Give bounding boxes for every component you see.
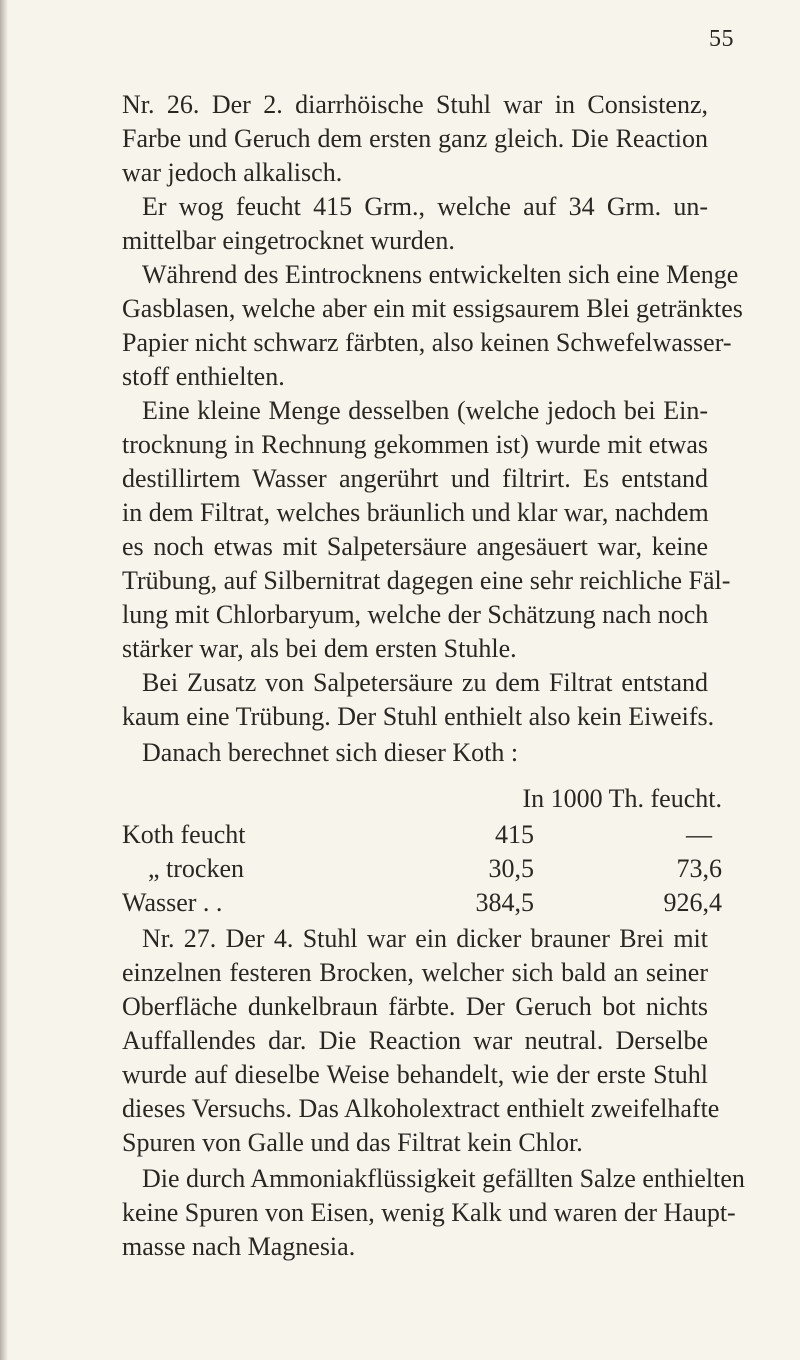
text-line: dieses Versuchs. Das Alkoholextract enthielt zweifelhafte — [122, 1094, 720, 1123]
text-line: kaum eine Trübung. Der Stuhl enthielt also kein Eiweifs. — [122, 702, 715, 731]
text-line: Nr. 26. Der 2. diarrhöische Stuhl war in Consistenz, — [122, 90, 708, 119]
table-row — [122, 888, 722, 922]
text-line: Oberfläche dunkelbraun färbte. Der Geruch bot nichts — [122, 992, 708, 1021]
text-line: Bei Zusatz von Salpetersäure zu dem Filtrat entstand — [142, 668, 708, 697]
text-line: einzelnen festeren Brocken, welcher sich bald an seiner — [122, 958, 708, 987]
text-line: wurde auf dieselbe Weise behandelt, wie der erste Stuhl — [122, 1060, 708, 1089]
row-value: 30,5 — [488, 854, 534, 883]
text-line: es noch etwas mit Salpetersäure angesäuert war, keine — [122, 532, 708, 561]
row-label: Wasser . . — [122, 888, 223, 917]
text-line: destillirtem Wasser angerührt und filtrirt. Es entstand — [122, 464, 708, 493]
text-line: mittelbar eingetrocknet wurden. — [122, 226, 455, 255]
row-label: Koth feucht — [122, 820, 246, 849]
text-line: Während des Eintrocknens entwickelten sich eine Menge — [142, 260, 739, 289]
table-row — [122, 820, 722, 854]
text-line: Spuren von Galle und das Filtrat kein Chlor. — [122, 1128, 583, 1157]
text-line: stoff enthielten. — [122, 362, 285, 391]
text-line: lung mit Chlorbaryum, welche der Schätzung nach noch — [122, 600, 709, 629]
text-line: Er wog feucht 415 Grm., welche auf 34 Grm. un- — [142, 192, 708, 221]
table-row — [122, 854, 722, 888]
text-line: Gasblasen, welche aber ein mit essigsaurem Blei getränktes — [122, 294, 743, 323]
text-line: stärker war, als bei dem ersten Stuhle. — [122, 634, 517, 663]
text-line: masse nach Magnesia. — [122, 1232, 356, 1261]
text-line: Die durch Ammoniakflüssigkeit gefällten Salze enthielten — [142, 1164, 745, 1193]
page-number: 55 — [709, 26, 734, 52]
row-value: 415 — [495, 820, 534, 849]
text-line: Papier nicht schwarz färbten, also keinen Schwefelwasser- — [122, 328, 732, 357]
text-line: Eine kleine Menge desselben (welche jedoch bei Ein- — [142, 396, 708, 425]
table-header-row — [122, 784, 722, 818]
text-line: in dem Filtrat, welches bräunlich und klar war, nachdem — [122, 498, 709, 527]
text-line: trocknung in Rechnung gekommen ist) wurde mit etwas — [122, 430, 708, 459]
text-line: Danach berechnet sich dieser Koth : — [142, 738, 519, 767]
text-line: Trübung, auf Silbernitrat dagegen eine sehr reichliche Fäl- — [122, 566, 731, 595]
row-label: „ trocken — [148, 854, 245, 883]
row-per-1000: 73,6 — [676, 854, 722, 883]
row-value: 384,5 — [475, 888, 534, 917]
text-line: Nr. 27. Der 4. Stuhl war ein dicker brauner Brei mit — [142, 924, 708, 953]
text-line: keine Spuren von Eisen, wenig Kalk und waren der Haupt- — [122, 1198, 736, 1227]
row-per-1000: — — [686, 820, 712, 849]
page-edge-shadow — [0, 0, 8, 1360]
text-line: war jedoch alkalisch. — [122, 158, 343, 187]
text-line: Farbe und Geruch dem ersten ganz gleich. Die Reaction — [122, 124, 708, 153]
column-header: In 1000 Th. feucht. — [522, 784, 722, 813]
row-per-1000: 926,4 — [663, 888, 722, 917]
text-line: Auffallendes dar. Die Reaction war neutral. Derselbe — [122, 1026, 708, 1055]
